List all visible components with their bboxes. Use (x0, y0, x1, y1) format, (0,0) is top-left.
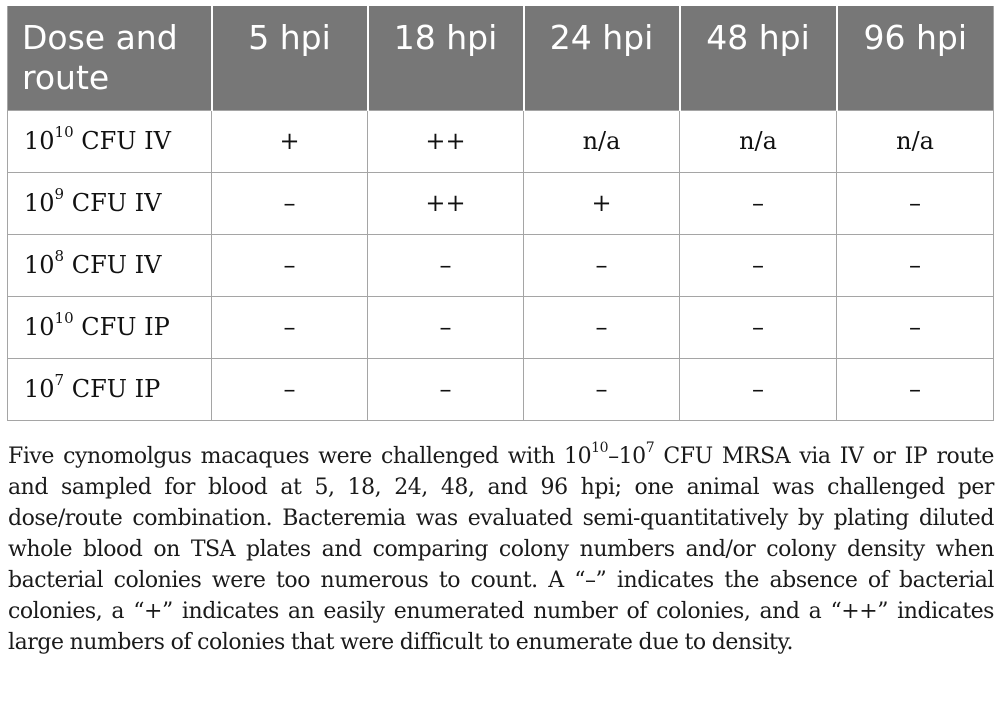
dose-route-cell (8, 234, 212, 296)
table-cell: n/a (680, 110, 837, 172)
table-cell: – (524, 234, 680, 296)
dose-route-cell (8, 296, 212, 358)
table-cell: – (837, 296, 994, 358)
dose-exponent: 7 (54, 371, 65, 389)
dose-exponent: 9 (54, 185, 65, 203)
header-24hpi: 24 hpi (524, 6, 680, 110)
table-row (8, 172, 994, 234)
dose-exponent: 10 (54, 309, 74, 327)
table-cell: + (524, 172, 680, 234)
header-96hpi: 96 hpi (837, 6, 994, 110)
table-cell: – (212, 234, 368, 296)
table-cell: – (368, 358, 524, 420)
table-cell: – (837, 234, 994, 296)
table-cell: – (837, 358, 994, 420)
table-cell: – (368, 296, 524, 358)
header-18hpi: 18 hpi (368, 6, 524, 110)
dose-route-text: CFU IP (73, 313, 170, 341)
dose-exponent: 10 (54, 123, 74, 141)
dose-base: 10 (24, 313, 55, 341)
table-cell: – (368, 234, 524, 296)
dose-route-cell (8, 172, 212, 234)
dose-base: 10 (24, 251, 55, 279)
table-cell: – (680, 234, 837, 296)
table-cell: – (680, 358, 837, 420)
table-cell: – (524, 358, 680, 420)
table-cell: – (212, 296, 368, 358)
table-cell: ++ (368, 172, 524, 234)
table-cell: – (680, 172, 837, 234)
table-cell: ++ (368, 110, 524, 172)
dose-exponent: 8 (54, 247, 65, 265)
caption-text-3: CFU MRSA via IV or IP route and sampled for blood at 5, 18, 24, 48, and 96 hpi; one animal was challenged per dose/route combination. Bacteremia was evaluated semi-quantitatively by plating diluted whole blood on TSA plates and comparing colony numbers and/or colony density when bacterial colonies were too numerous to count. A “–” indicates the absence of bacterial colonies, a “+” indicates an easily enumerated number of colonies, and a “++” indicates large numbers of colonies that were difficult to enumerate due to density. (8, 444, 995, 655)
table-caption (8, 441, 994, 658)
table-cell: n/a (837, 110, 994, 172)
caption-text-2: –10 (608, 444, 646, 469)
header-dose-route: Dose and route (8, 6, 212, 110)
caption-text-1: Five cynomolgus macaques were challenged with 10 (8, 444, 592, 469)
dose-base: 10 (24, 127, 55, 155)
caption-sup-1: 10 (591, 439, 609, 456)
dose-route-text: CFU IV (64, 251, 162, 279)
header-5hpi: 5 hpi (212, 6, 368, 110)
table-row (8, 358, 994, 420)
dose-route-cell (8, 358, 212, 420)
header-row (8, 6, 994, 110)
table-row (8, 296, 994, 358)
bacteremia-table (7, 6, 994, 421)
dose-route-text: CFU IV (73, 127, 171, 155)
caption-sup-2: 7 (645, 439, 655, 456)
dose-route-cell (8, 110, 212, 172)
table-cell: – (212, 358, 368, 420)
table-row (8, 234, 994, 296)
header-48hpi: 48 hpi (680, 6, 837, 110)
table-cell: + (212, 110, 368, 172)
table-cell: – (212, 172, 368, 234)
table-cell: n/a (524, 110, 680, 172)
dose-route-text: CFU IV (64, 189, 162, 217)
dose-base: 10 (24, 375, 55, 403)
table-cell: – (680, 296, 837, 358)
dose-base: 10 (24, 189, 55, 217)
dose-route-text: CFU IP (64, 375, 161, 403)
table-container (7, 6, 993, 421)
table-cell: – (524, 296, 680, 358)
table-row (8, 110, 994, 172)
table-cell: – (837, 172, 994, 234)
